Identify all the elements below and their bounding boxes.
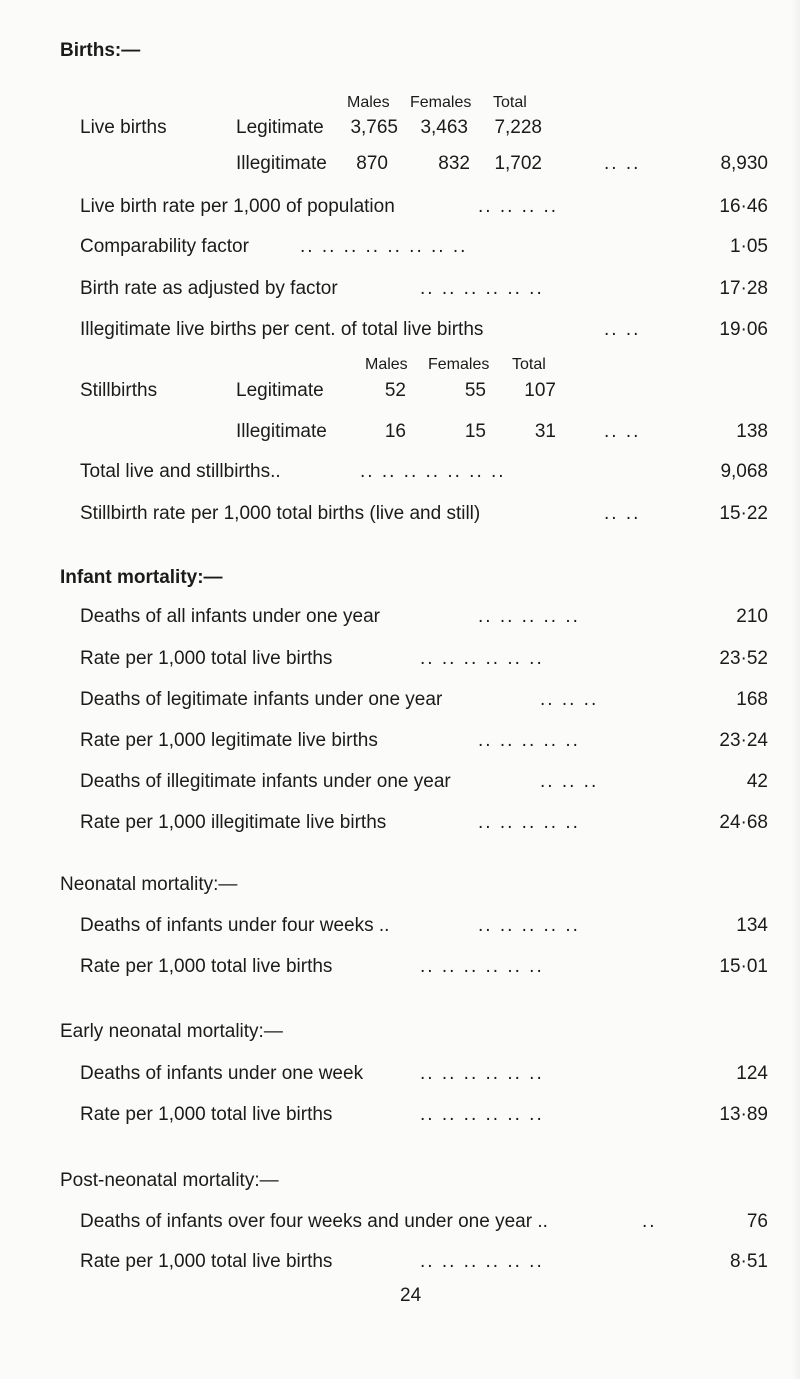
stillbirths-illegitimate-females: 15: [464, 421, 486, 442]
leader-dots: ..: [642, 1211, 657, 1232]
births-illegitimate-label: Illegitimate: [236, 153, 327, 174]
infant-deaths-illegitimate-label: Deaths of illegitimate infants under one year: [80, 771, 451, 792]
leader-dots: .. .. .. .. ..: [478, 915, 580, 936]
leader-dots: .. .. .. .. .. .. ..: [360, 461, 506, 482]
births-legitimate-females: 3,463: [420, 117, 468, 138]
post-neonatal-deaths-label: Deaths of infants over four weeks and under one year ..: [80, 1211, 548, 1232]
infant-rate-total-label: Rate per 1,000 total live births: [80, 648, 333, 669]
comparability-factor-value: 1·05: [729, 236, 768, 257]
stillbirths-illegitimate-label: Illegitimate: [236, 421, 327, 442]
births-illegitimate-males: 870: [356, 153, 388, 174]
leader-dots: .. .. .. .. .. ..: [420, 1104, 544, 1125]
infant-rate-legitimate-label: Rate per 1,000 legitimate live births: [80, 730, 378, 751]
infant-rate-illegitimate-label: Rate per 1,000 illegitimate live births: [80, 812, 387, 833]
neonatal-rate-value: 15·01: [719, 956, 768, 977]
total-live-and-stillbirths-value: 9,068: [720, 461, 768, 482]
stillbirths-col-males: Males: [365, 356, 408, 373]
stillbirths-legitimate-males: 52: [384, 380, 406, 401]
births-illegitimate-females: 832: [438, 153, 470, 174]
neonatal-rate-label: Rate per 1,000 total live births: [80, 956, 333, 977]
illegitimate-percent-label: Illegitimate live births per cent. of total live births: [80, 319, 484, 340]
live-birth-rate-label: Live birth rate per 1,000 of population: [80, 196, 395, 217]
stillbirths-col-females: Females: [428, 356, 490, 373]
stillbirth-rate-label: Stillbirth rate per 1,000 total births (live and still): [80, 503, 481, 524]
post-neonatal-deaths-value: 76: [746, 1211, 768, 1232]
infant-rate-illegitimate-value: 24·68: [719, 812, 768, 833]
illegitimate-percent-value: 19·06: [719, 319, 768, 340]
leader-dots: .. .. .. .. .. ..: [420, 648, 544, 669]
post-neonatal-rate-label: Rate per 1,000 total live births: [80, 1251, 333, 1272]
births-legitimate-males: 3,765: [350, 117, 398, 138]
stillbirth-rate-value: 15·22: [719, 503, 768, 524]
stillbirths-label: Stillbirths: [80, 380, 158, 401]
post-neonatal-rate-value: 8·51: [729, 1251, 768, 1272]
births-legitimate-total: 7,228: [494, 117, 542, 138]
infant-deaths-legitimate-value: 168: [736, 689, 768, 710]
stillbirths-legitimate-females: 55: [464, 380, 486, 401]
early-neonatal-heading: Early neonatal mortality:—: [60, 1021, 283, 1042]
stillbirths-illegitimate-total: 31: [534, 421, 556, 442]
leader-dots: .. .. .. .. .. ..: [420, 956, 544, 977]
post-neonatal-heading: Post-neonatal mortality:—: [60, 1170, 279, 1191]
infant-deaths-all-label: Deaths of all infants under one year: [80, 606, 380, 627]
neonatal-deaths-value: 134: [736, 915, 768, 936]
leader-dots: .. .. .. .. ..: [478, 812, 580, 833]
infant-rate-total-value: 23·52: [719, 648, 768, 669]
leader-dots: .. ..: [604, 319, 641, 340]
early-neonatal-deaths-label: Deaths of infants under one week: [80, 1063, 364, 1084]
leader-dots: .. ..: [604, 153, 641, 174]
leader-dots: .. ..: [604, 503, 641, 524]
page-edge-shadow: [790, 0, 800, 1379]
adjusted-birth-rate-label: Birth rate as adjusted by factor: [80, 278, 338, 299]
neonatal-heading: Neonatal mortality:—: [60, 874, 238, 895]
leader-dots: .. .. .. .. .. ..: [420, 278, 544, 299]
page-number: 24: [400, 1285, 422, 1306]
leader-dots: .. .. .. .. .. ..: [420, 1063, 544, 1084]
stillbirths-legitimate-total: 107: [524, 380, 556, 401]
births-heading: Births:—: [60, 40, 141, 61]
stillbirths-grand-total: 138: [736, 421, 768, 442]
leader-dots: .. .. .. .. ..: [478, 606, 580, 627]
leader-dots: .. .. ..: [540, 689, 599, 710]
live-birth-rate-value: 16·46: [719, 196, 768, 217]
comparability-factor-label: Comparability factor: [80, 236, 249, 257]
live-births-label: Live births: [80, 117, 167, 138]
total-live-and-stillbirths-label: Total live and stillbirths..: [80, 461, 281, 482]
births-col-males: Males: [347, 94, 390, 111]
leader-dots: .. .. .. .. .. ..: [420, 1251, 544, 1272]
leader-dots: .. .. ..: [540, 771, 599, 792]
births-col-total: Total: [493, 94, 527, 111]
births-grand-total: 8,930: [720, 153, 768, 174]
infant-deaths-legitimate-label: Deaths of legitimate infants under one year: [80, 689, 443, 710]
infant-deaths-illegitimate-value: 42: [746, 771, 768, 792]
stillbirths-legitimate-label: Legitimate: [236, 380, 324, 401]
leader-dots: .. ..: [604, 421, 641, 442]
infant-mortality-heading: Infant mortality:—: [60, 567, 223, 588]
infant-deaths-all-value: 210: [736, 606, 768, 627]
infant-rate-legitimate-value: 23·24: [719, 730, 768, 751]
adjusted-birth-rate-value: 17·28: [719, 278, 768, 299]
births-col-females: Females: [410, 94, 472, 111]
stillbirths-illegitimate-males: 16: [384, 421, 406, 442]
early-neonatal-rate-value: 13·89: [719, 1104, 768, 1125]
early-neonatal-deaths-value: 124: [736, 1063, 768, 1084]
early-neonatal-rate-label: Rate per 1,000 total live births: [80, 1104, 333, 1125]
births-illegitimate-total: 1,702: [494, 153, 542, 174]
leader-dots: .. .. .. .. ..: [478, 730, 580, 751]
stillbirths-col-total: Total: [512, 356, 546, 373]
leader-dots: .. .. .. ..: [478, 196, 559, 217]
neonatal-deaths-label: Deaths of infants under four weeks ..: [80, 915, 390, 936]
leader-dots: .. .. .. .. .. .. .. ..: [300, 236, 468, 257]
births-legitimate-label: Legitimate: [236, 117, 324, 138]
